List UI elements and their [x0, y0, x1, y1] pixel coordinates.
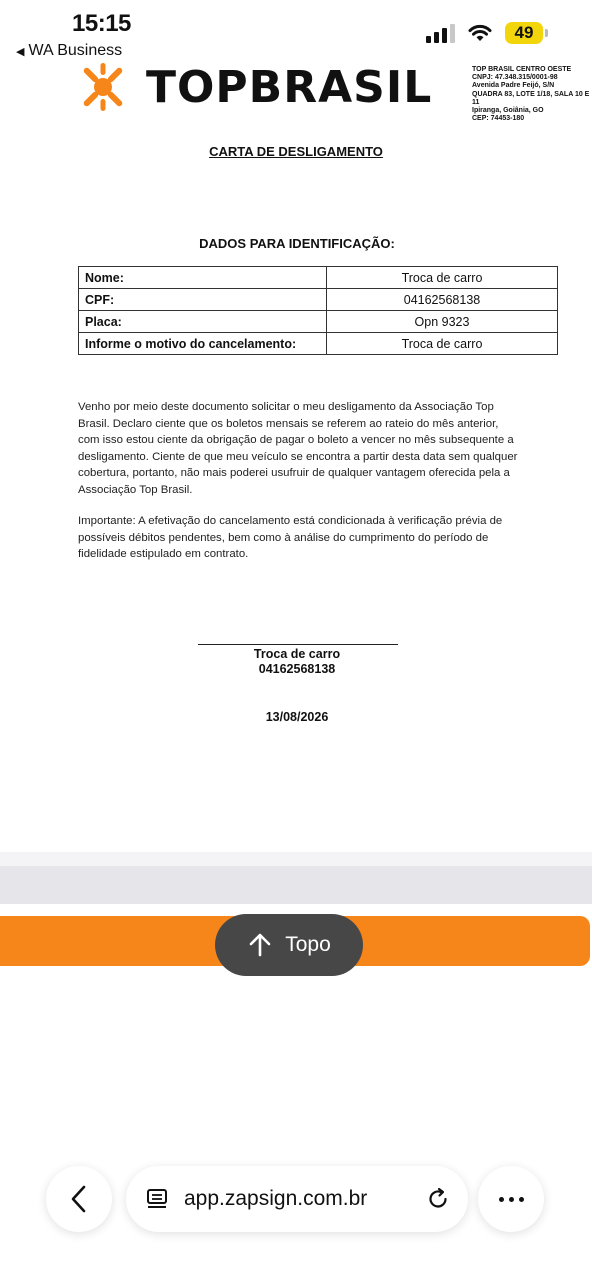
- battery-level: 49: [505, 22, 543, 44]
- document-date: 13/08/2026: [265, 710, 329, 724]
- company-info-line: CEP: 74453-180: [472, 115, 525, 123]
- status-time: 15:15: [72, 10, 131, 37]
- logo-text: TOPBRASIL: [146, 61, 433, 113]
- table-row: [79, 267, 558, 289]
- reload-icon[interactable]: [426, 1187, 450, 1211]
- table-row: [79, 311, 558, 333]
- table-row: [79, 333, 558, 355]
- table-label: CPF:: [79, 289, 327, 311]
- table-value: Troca de carro: [327, 267, 558, 289]
- more-dots-icon: [499, 1197, 524, 1202]
- company-logo: [76, 60, 432, 114]
- browser-back-button[interactable]: [46, 1166, 112, 1232]
- cellular-signal-icon: [426, 23, 455, 43]
- declaration-paragraph: Venho por meio deste documento solicitar o meu desligamento da Associação Top Brasil. Declaro ciente que os boletos mensais se referem ao rateio do mês anterior, com isso estou ciente da obrigação de pagar o boleto a vencer no mês subsequente a desligamento. Ciente de que meu veículo se encontra a partir desta data sem qualquer cobertura, portanto, não mais poderei usufruir de qualquer vantagem oferecida pela a Associação Top Brasil.: [78, 401, 518, 496]
- signature-cpf: 04162568138: [258, 662, 336, 676]
- company-info-line: TOP BRASIL CENTRO OESTE: [472, 66, 572, 73]
- company-info-line: Avenida Padre Feijó, S/N: [472, 82, 555, 90]
- url-text: app.zapsign.com.br: [184, 1187, 368, 1210]
- company-info-line: CNPJ: 47.348.315/0001-98: [472, 74, 558, 82]
- back-triangle-icon: ◀: [16, 45, 25, 58]
- company-info: [472, 66, 590, 123]
- topbrasil-logo-icon: [76, 60, 130, 114]
- section-title: DADOS PARA IDENTIFICAÇÃO:: [199, 236, 395, 251]
- table-label: Informe o motivo do cancelamento:: [79, 333, 327, 355]
- table-label: Nome:: [79, 267, 327, 289]
- table-value: Troca de carro: [327, 333, 558, 355]
- important-paragraph: Importante: A efetivação do cancelamento está condicionada à verificação prévia de possíveis débitos pendentes, bem como à análise do cumprimento do período de fidelidade estipulado em contrato.: [78, 515, 503, 560]
- page-menu-icon[interactable]: [146, 1188, 168, 1210]
- company-info-line: QUADRA 83, LOTE 1/18, SALA 10 E 11: [472, 90, 590, 106]
- table-value: Opn 9323: [327, 311, 558, 333]
- back-to-app-link[interactable]: [16, 42, 122, 60]
- page-divider: [0, 866, 592, 904]
- address-bar[interactable]: [126, 1166, 468, 1232]
- more-options-button[interactable]: [478, 1166, 544, 1232]
- table-row: [79, 289, 558, 311]
- wifi-icon: [467, 23, 493, 43]
- company-info-line: Ipiranga, Goiânia, GO: [472, 107, 544, 115]
- battery-indicator: [505, 22, 548, 44]
- scroll-to-top-label: Topo: [285, 933, 331, 956]
- identification-table: [78, 266, 558, 355]
- signature-name: Troca de carro: [253, 647, 341, 661]
- scroll-to-top-button[interactable]: [215, 914, 363, 976]
- table-value: 04162568138: [327, 289, 558, 311]
- chevron-left-icon: [68, 1184, 90, 1214]
- document-title: CARTA DE DESLIGAMENTO: [209, 144, 383, 159]
- status-indicators: [426, 22, 548, 44]
- arrow-up-icon: [247, 932, 273, 958]
- table-label: Placa:: [79, 311, 327, 333]
- back-app-label: WA Business: [28, 42, 123, 59]
- signature-line: [198, 644, 398, 645]
- page-divider: [0, 852, 592, 866]
